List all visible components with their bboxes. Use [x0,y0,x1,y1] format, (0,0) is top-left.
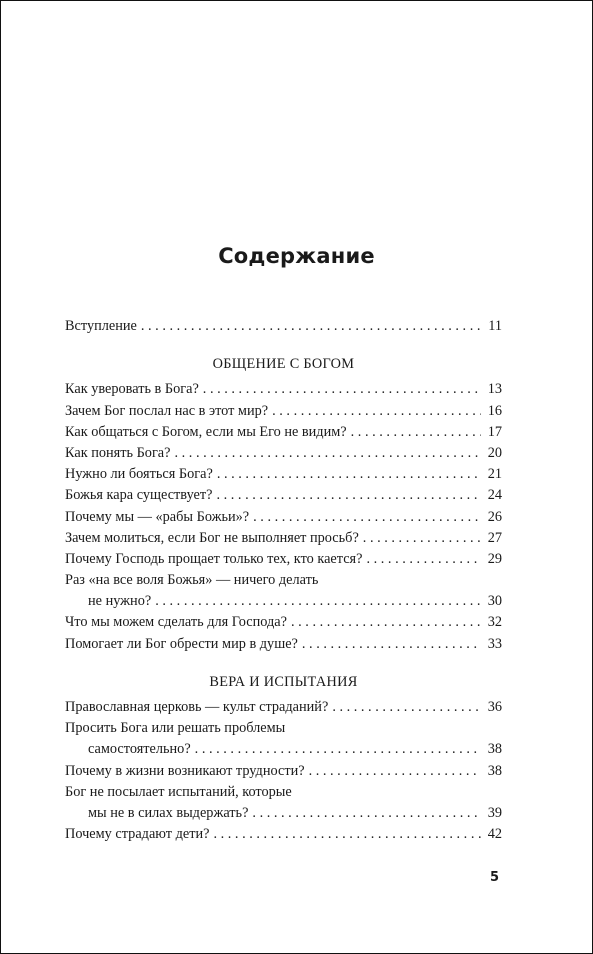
toc-entry-text: Вступление [65,318,137,334]
toc-entry [65,507,502,528]
dot-leader [213,824,481,845]
toc-entry-text: Зачем молиться, если Бог не выполняет просьб? [65,529,359,546]
dot-leader [272,401,481,422]
dot-leader [309,761,481,782]
dot-leader [195,739,481,760]
toc-entry [65,697,502,718]
table-of-contents [65,316,502,845]
toc-entry-text: Почему мы — «рабы Божьи»? [65,508,250,525]
toc-entry [65,761,502,782]
toc-page-number: 42 [487,826,502,843]
toc-entry [65,443,502,464]
toc-page-number: 21 [487,466,502,483]
dot-leader [366,549,481,570]
toc-page-number: 32 [487,614,502,631]
dot-leader [253,507,481,528]
dot-leader [332,697,481,718]
toc-entry-text: Почему в жизни возникают трудности? [65,762,305,779]
toc-entry [65,612,502,633]
dot-leader [175,443,482,464]
toc-entry-text: мы не в силах выдержать? [88,804,249,821]
dot-leader [155,591,481,612]
dot-leader [302,634,481,655]
toc-entry [65,422,502,443]
toc-page-number: 33 [487,635,502,652]
dot-leader [217,464,481,485]
dot-leader [351,422,481,443]
toc-entry-text: Как понять Бога? [65,444,171,461]
toc-page-number: 39 [487,804,502,821]
toc-entry-text: не нужно? [88,593,152,610]
toc-page-number: 13 [487,381,502,398]
toc-page-number: 17 [487,423,502,440]
toc-entry-text: Как общаться с Богом, если мы Его не видим? [65,423,347,440]
toc-entry [65,824,502,845]
page-number: 5 [489,870,499,885]
toc-entry-text: Почему страдают дети? [65,826,210,843]
toc-entry [65,379,502,400]
toc-entry [65,528,502,549]
toc-entry-text: Божья кара существует? [65,487,213,504]
dot-leader [216,485,481,506]
toc-entry-text: Почему Господь прощает только тех, кто кается? [65,550,363,567]
toc-entry-text: Православная церковь — культ страданий? [65,699,329,715]
page-title: Содержание [218,244,375,268]
toc-page-number: 30 [487,593,502,610]
toc-entry [65,591,502,612]
toc-entry-text: Бог не посылает испытаний, которые [65,783,292,800]
toc-page-number: 24 [487,487,502,504]
toc-page-number: 29 [487,550,502,567]
toc-entry-text: Просить Бога или решать проблемы [65,720,286,737]
dot-leader [141,316,481,337]
toc-entry-text: Раз «на все воля Божья» — ничего делать [65,572,319,589]
toc-page-number: 38 [487,741,502,758]
toc-entry-text: Нужно ли бояться Бога? [65,466,213,483]
dot-leader [203,379,481,400]
toc-entry-text: Помогает ли Бог обрести мир в душе? [65,635,298,652]
toc-entry-text: Зачем Бог послал нас в этот мир? [65,402,269,419]
toc-entry-text: самостоятельно? [88,741,191,758]
toc-entry [65,485,502,506]
toc-page-number: 16 [487,402,502,419]
dot-leader [291,612,481,633]
toc-entry [65,401,502,422]
dot-leader [363,528,481,549]
toc-entry [65,739,502,760]
section-heading: ОБЩЕНИЕ С БОГОМ [212,356,355,373]
toc-entry-text: Что мы можем сделать для Господа? [65,614,287,631]
toc-entry [65,803,502,824]
toc-entry [65,634,502,655]
toc-entry-text: Как уверовать в Бога? [65,381,199,398]
toc-entry [65,549,502,570]
dot-leader [252,803,481,824]
toc-entry [65,464,502,485]
toc-page-number: 38 [487,762,502,779]
section-heading: ВЕРА И ИСПЫТАНИЯ [209,673,358,690]
toc-entry-intro [65,316,502,337]
toc-page-number: 27 [487,529,502,546]
toc-page-number: 20 [487,444,502,461]
toc-page-number: 26 [487,508,502,525]
toc-page-number: 36 [487,699,502,715]
toc-page-number: 11 [488,318,502,334]
